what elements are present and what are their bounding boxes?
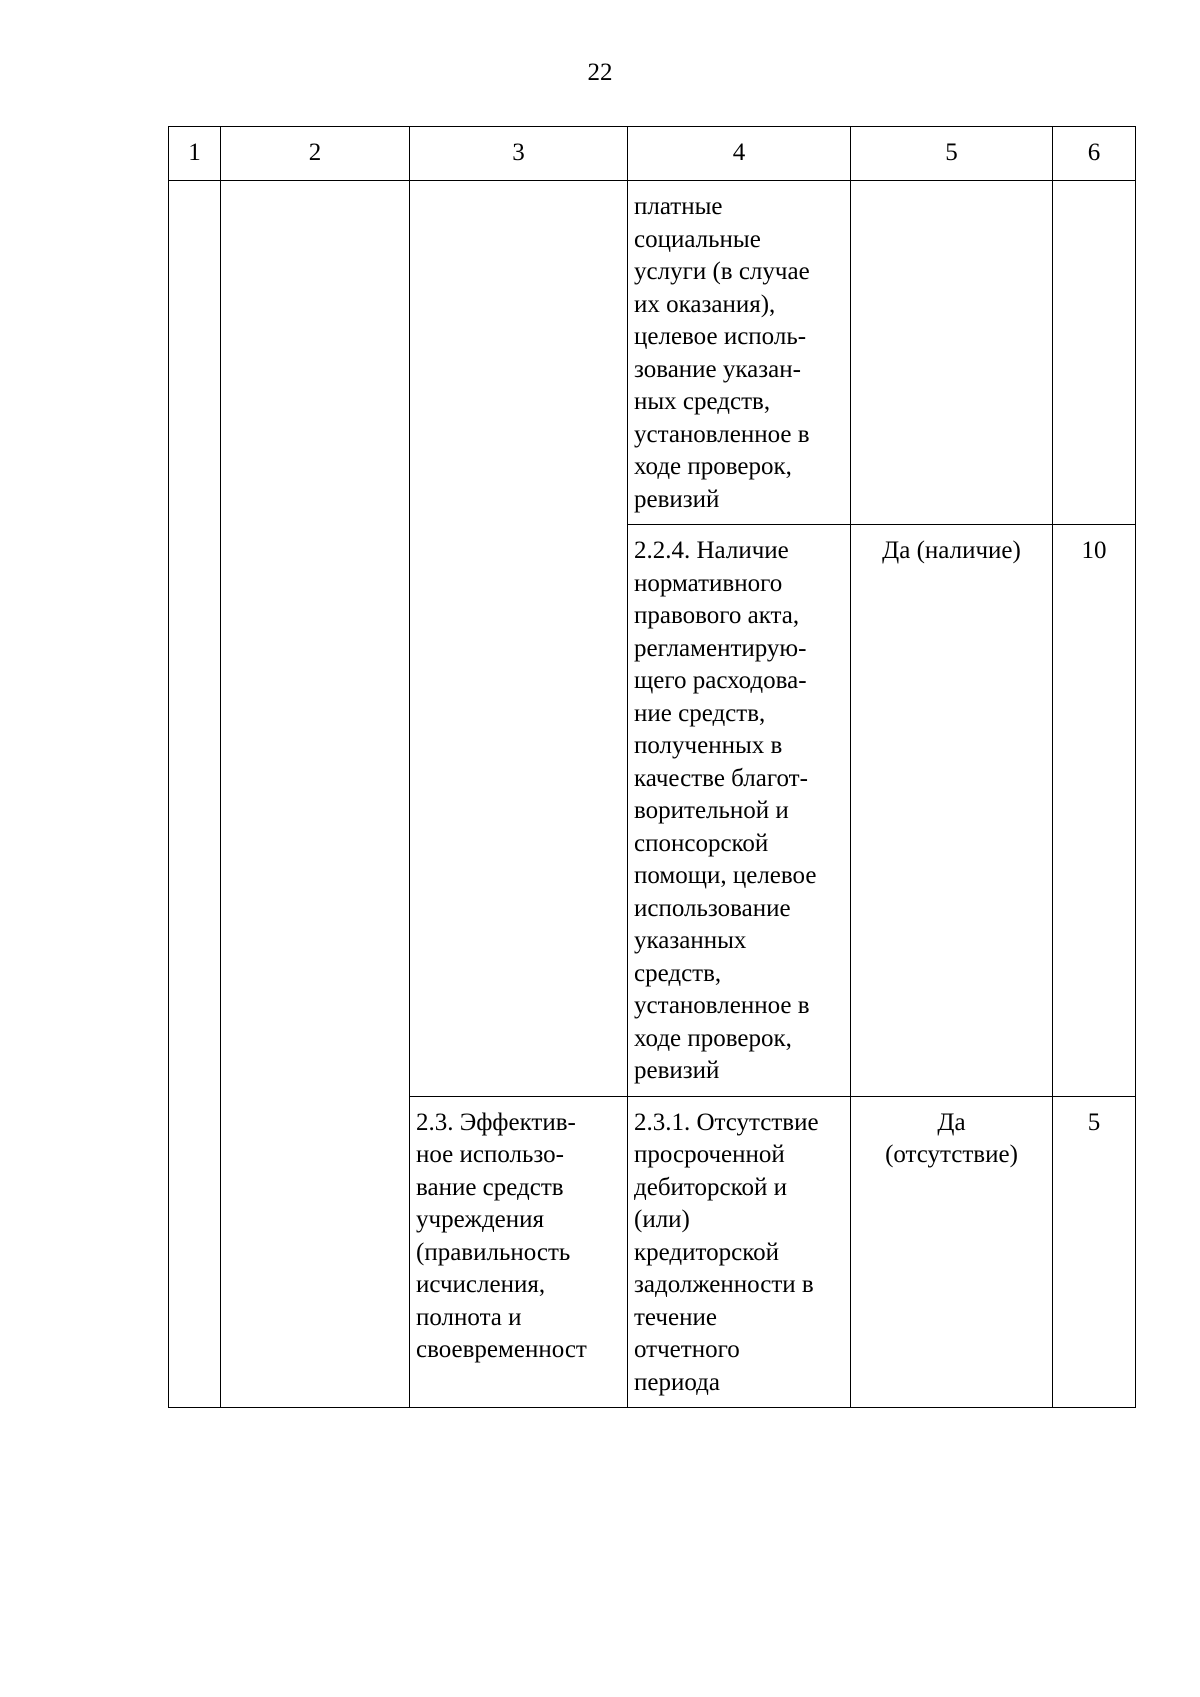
column-header-5: 5: [851, 127, 1053, 181]
cell-col3-empty: [410, 181, 628, 1097]
criteria-table: [168, 126, 1136, 1408]
column-header-6: 6: [1053, 127, 1136, 181]
cell-indicator-2-3: 2.3. Эффектив- ное использо- вание средств учреждения (правильность исчисления, полнота и своевременност: [410, 1096, 628, 1408]
cell-criterion-2-3-1: 2.3.1. Отсутствие просроченной дебиторской и (или) кредиторской задолженности в течение отчетного периода: [628, 1096, 851, 1408]
column-header-4: 4: [628, 127, 851, 181]
column-header-1: 1: [169, 127, 221, 181]
column-header-3: 3: [410, 127, 628, 181]
page-number: 22: [587, 59, 613, 86]
table-header-row: [169, 127, 1136, 181]
cell-value-2-2-4: Да (наличие): [851, 525, 1053, 1097]
cell-col2-empty: [221, 181, 410, 1408]
cell-value-2-3-1: Да (отсутствие): [851, 1096, 1053, 1408]
cell-col5-empty: [851, 181, 1053, 525]
cell-points-2-3-1: 5: [1053, 1096, 1136, 1408]
cell-col6-empty: [1053, 181, 1136, 525]
cell-criterion-2-2-4: 2.2.4. Наличие нормативного правового акта, регламентирую- щего расходова- ние средств, полученных в качестве благот- ворительной и спонсорской помощи, целевое использование указанных средств, установленное в ходе проверок, ревизий: [628, 525, 851, 1097]
cell-points-2-2-4: 10: [1053, 525, 1136, 1097]
table-row: [169, 181, 1136, 525]
cell-col1-empty: [169, 181, 221, 1408]
cell-criterion-continued: платные социальные услуги (в случае их оказания), целевое исполь- зование указан- ных средств, установленное в ходе проверок, ревизий: [628, 181, 851, 525]
column-header-2: 2: [221, 127, 410, 181]
